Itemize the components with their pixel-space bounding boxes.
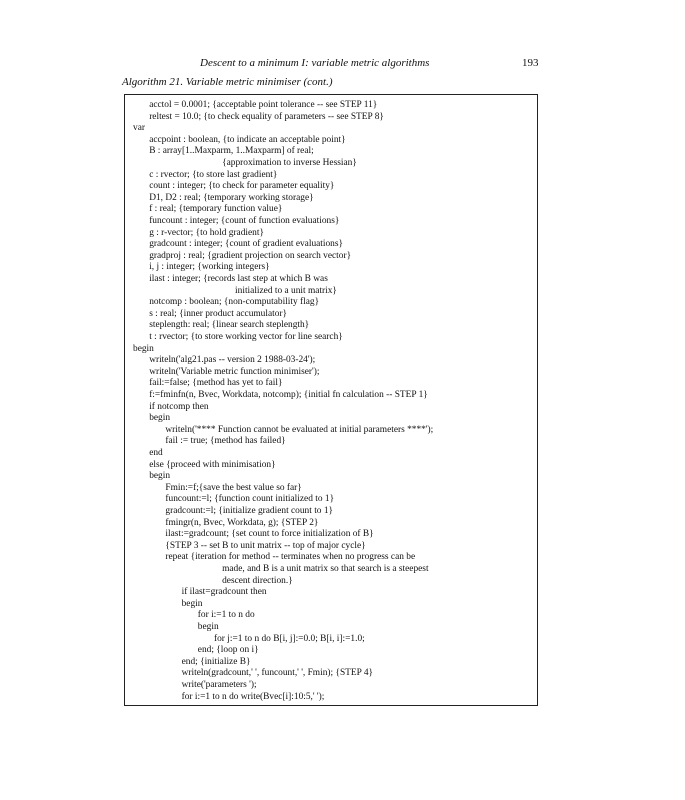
- code-line: funcount:=l; {function count initialized to 1}: [165, 494, 335, 505]
- code-line: if notcomp then: [149, 401, 209, 412]
- code-line: begin: [149, 413, 171, 424]
- code-line: made, and B is a unit matrix so that search is a steepest: [222, 564, 429, 574]
- code-line: for j:=1 to n do B[i, j]:=0.0; B[i, i]:=1.0;: [214, 633, 365, 644]
- code-line: descent direction.}: [222, 575, 293, 586]
- code-line: for i:=1 to n do write(Bvec[i]:10:5,' ');: [181, 691, 325, 702]
- code-line: fmingr(n, Bvec, Workdata, g); {STEP 2}: [165, 517, 319, 528]
- code-line: notcomp : boolean; {non-computability flag}: [149, 297, 320, 308]
- code-line: D1, D2 : real; {temporary working storage}: [149, 192, 314, 203]
- code-line: writeln('Variable metric function minimiser');: [149, 366, 320, 377]
- code-line: ilast : integer; {records last step at which B was: [149, 274, 328, 284]
- code-box: [124, 94, 538, 706]
- code-line: gradcount : integer; {count of gradient evaluations}: [149, 239, 344, 250]
- code-line: ilast:=gradcount; {set count to force initialization of B}: [165, 529, 374, 540]
- code-line: writeln(gradcount,' ', funcount,' ', Fmin); {STEP 4}: [181, 668, 374, 679]
- code-line: funcount : integer; {count of function evaluations}: [149, 216, 340, 226]
- code-line: fail:=false; {method has yet to fail}: [149, 378, 283, 389]
- code-line: acctol = 0.0001; {acceptable point tolerance -- see STEP 11}: [149, 100, 378, 110]
- code-line: begin: [149, 471, 171, 482]
- code-line: writeln('alg21.pas -- version 2 1988-03-24');: [149, 355, 316, 366]
- code-line: g : r-vector; {to hold gradient}: [149, 227, 264, 238]
- code-line: c : rvector; {to store last gradient}: [149, 169, 278, 180]
- code-line: begin: [133, 343, 154, 354]
- code-line: end: [149, 448, 163, 458]
- code-line: if ilast=gradcount then: [181, 587, 267, 598]
- code-line: steplength: real; {linear search steplength}: [149, 320, 310, 331]
- algorithm-caption: Algorithm 21. Variable metric minimiser (cont.): [122, 76, 333, 88]
- code-line: {approximation to inverse Hessian}: [222, 158, 357, 168]
- code-line: begin: [197, 622, 219, 632]
- page-header-title: Descent to a minimum I: variable metric algorithms: [200, 57, 430, 69]
- code-line: reltest = 10.0; {to check equality of parameters -- see STEP 8}: [149, 111, 384, 122]
- code-line: count : integer; {to check for parameter equality}: [149, 181, 335, 192]
- code-line: writeln('**** Function cannot be evaluated at initial parameters ****');: [165, 424, 434, 435]
- code-line: end; {loop on i}: [197, 645, 259, 656]
- code-line: f:=fminfn(n, Bvec, Workdata, notcomp); {initial fn calculation -- STEP 1}: [149, 390, 428, 400]
- code-line: repeat {iteration for method -- terminates when no progress can be: [165, 552, 416, 563]
- code-line: i, j : integer; {working integers}: [149, 262, 270, 273]
- code-line: fail := true; {method has failed}: [165, 436, 286, 447]
- code-line: gradproj : real; {gradient projection on search vector}: [149, 250, 352, 261]
- code-line: gradcount:=l; {initialize gradient count to 1}: [165, 506, 334, 516]
- code-line: {STEP 3 -- set B to unit matrix -- top of major cycle}: [165, 540, 366, 551]
- code-line: B : array[1..Maxparm, 1..Maxparm] of real;: [149, 146, 314, 157]
- code-line: f : real; {temporary function value}: [149, 204, 283, 215]
- code-line: accpoint : boolean, {to indicate an acceptable point}: [149, 134, 346, 145]
- code-line: end; {initialize B}: [181, 656, 251, 667]
- code-line: for i:=1 to n do: [197, 610, 255, 621]
- code-line: write('parameters ');: [181, 680, 257, 690]
- code-line: var: [133, 123, 145, 134]
- page-number: 193: [522, 57, 539, 69]
- code-line: begin: [181, 598, 203, 609]
- code-line: initialized to a unit matrix}: [235, 285, 337, 296]
- code-line: else {proceed with minimisation}: [149, 459, 276, 470]
- code-line: Fmin:=f;{save the best value so far}: [165, 482, 302, 493]
- code-line: s : real; {inner product accumulator}: [149, 308, 288, 319]
- code-line: t : rvector; {to store working vector for line search}: [149, 332, 343, 342]
